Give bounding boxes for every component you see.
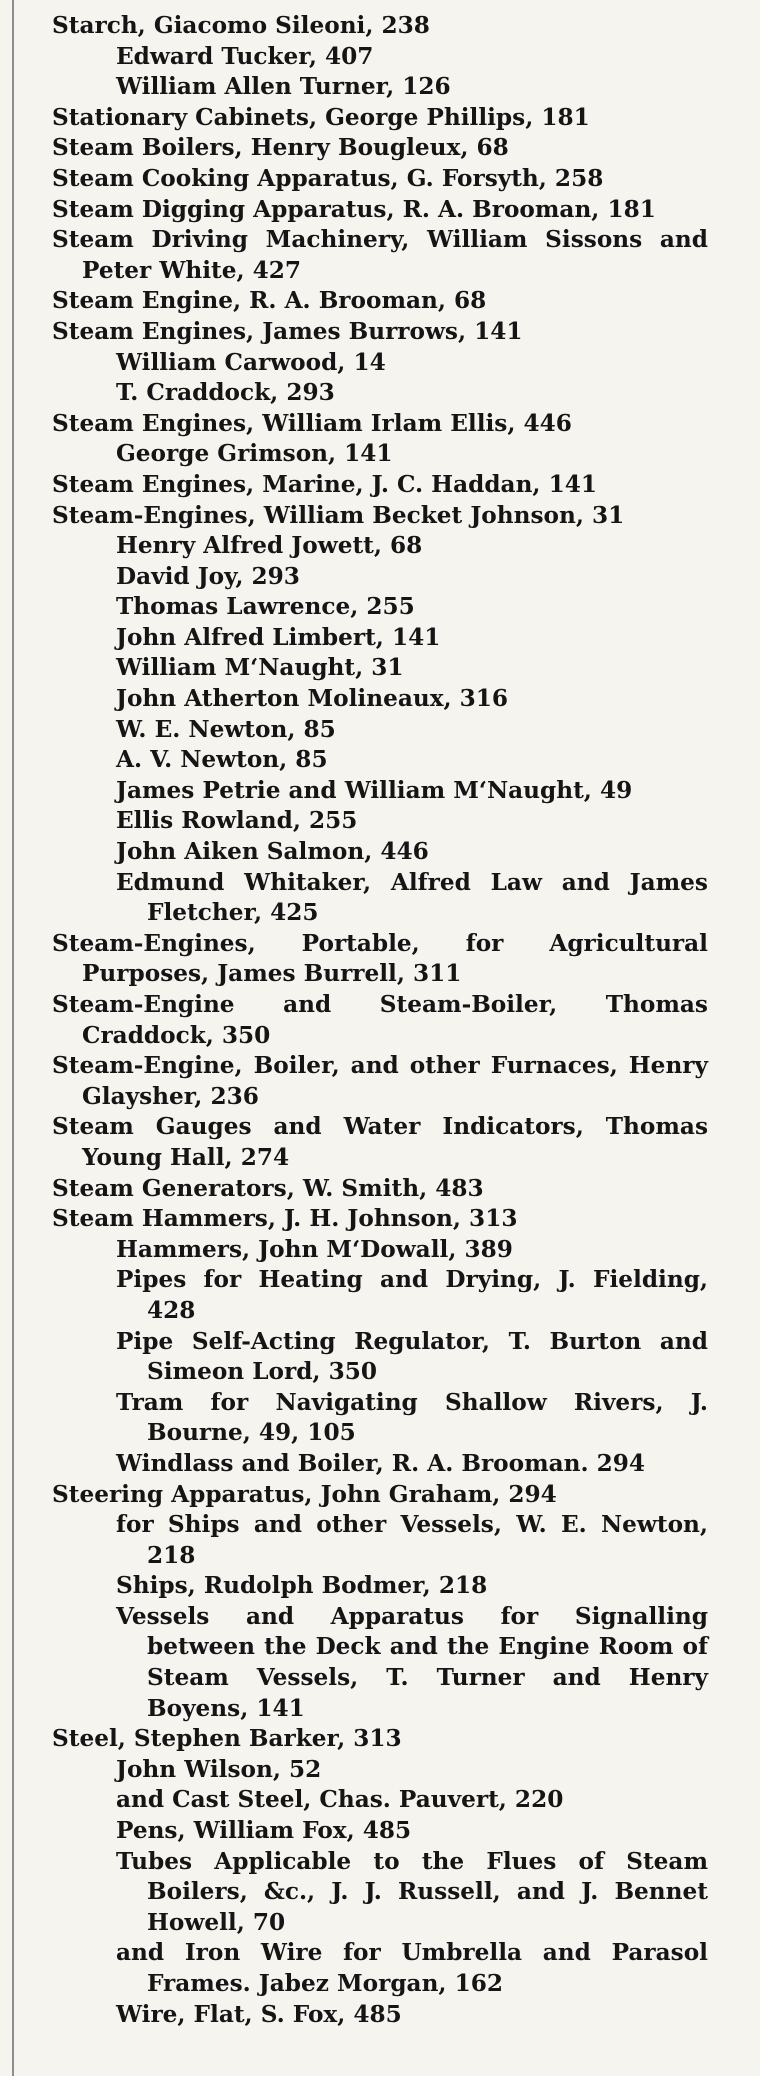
index-subentry: Windlass and Boiler, R. A. Brooman. 294 (116, 1449, 646, 1477)
index-subentry: and Iron Wire for Umbrella and Parasol Frames. Jabez Morgan, 162 (116, 1939, 708, 1997)
index-subentry: A. V. Newton, 85 (116, 746, 328, 774)
index-entry: Steam Gauges and Water Indicators, Thomas Young Hall, 274 (52, 1113, 708, 1171)
index-entry: Steering Apparatus, John Graham, 294 (52, 1480, 557, 1508)
index-entry: Starch, Giacomo Sileoni, 238 (52, 12, 430, 39)
index-subentry: William Allen Turner, 126 (116, 73, 451, 101)
index-subentry: Pipes for Heating and Drying, J. Fielding, 428 (116, 1266, 708, 1324)
index-subentry: T. Craddock, 293 (116, 379, 335, 407)
index-entry: Stationary Cabinets, George Phillips, 181 (52, 103, 590, 131)
index-subentry: Pipe Self-Acting Regulator, T. Burton and Simeon Lord, 350 (116, 1327, 708, 1386)
index-subentry: Edmund Whitaker, Alfred Law and James Fletcher, 425 (116, 868, 708, 927)
index-subentry: Tubes Applicable to the Flues of Steam Boilers, &c., J. J. Russell, and J. Bennet Howell, 70 (116, 1847, 708, 1936)
index-subentry: and Cast Steel, Chas. Pauvert, 220 (116, 1786, 564, 1814)
index-subentry: Ships, Rudolph Bodmer, 218 (116, 1572, 488, 1600)
index-subentry: William M‘Naught, 31 (116, 654, 404, 682)
index-entry: Steam Generators, W. Smith, 483 (52, 1174, 484, 1202)
index-subentry: John Atherton Molineaux, 316 (116, 685, 509, 713)
index-subentry: James Petrie and William M‘Naught, 49 (116, 776, 633, 804)
index-subentry: John Alfred Limbert, 141 (116, 623, 441, 651)
index-entry: Steam Engine, R. A. Brooman, 68 (52, 287, 487, 315)
index-entry: Steam-Engines, Portable, for Agricultural Purposes, James Burrell, 311 (52, 929, 708, 988)
index-subentry: Hammers, John M‘Dowall, 389 (116, 1235, 513, 1263)
index-entry: Steam Digging Apparatus, R. A. Brooman, 181 (52, 195, 656, 223)
index-subentry: Thomas Lawrence, 255 (116, 593, 415, 621)
index-subentry: John Wilson, 52 (116, 1755, 322, 1783)
index-entry: Steam-Engines, William Becket Johnson, 31 (52, 501, 625, 529)
index-subentry: for Ships and other Vessels, W. E. Newton, 218 (116, 1511, 708, 1569)
index-subentry: W. E. Newton, 85 (116, 715, 336, 743)
index-subentry: David Joy, 293 (116, 562, 300, 590)
index-entry: Steel, Stephen Barker, 313 (52, 1725, 402, 1753)
index-entry: Steam Hammers, J. H. Johnson, 313 (52, 1205, 518, 1233)
page-edge-rule (12, 0, 14, 2076)
index-subentry: Tram for Navigating Shallow Rivers, J. Bourne, 49, 105 (116, 1388, 708, 1447)
index-subentry: George Grimson, 141 (116, 440, 393, 468)
index-entry: Steam Cooking Apparatus, G. Forsyth, 258 (52, 164, 604, 192)
index-list (52, 11, 708, 2030)
index-entry: Steam Engines, William Irlam Ellis, 446 (52, 409, 572, 437)
index-entry: Steam Engines, Marine, J. C. Haddan, 141 (52, 470, 597, 498)
index-subentry: Henry Alfred Jowett, 68 (116, 532, 423, 560)
index-subentry: Vessels and Apparatus for Signalling between the Deck and the Engine Room of Steam Vessels, T. Turner and Henry Boyens, 141 (116, 1602, 708, 1722)
index-entry: Steam Driving Machinery, William Sissons and Peter White, 427 (52, 226, 708, 284)
index-entry: Steam-Engine and Steam-Boiler, Thomas Craddock, 350 (52, 991, 708, 1049)
index-entry: Steam Engines, James Burrows, 141 (52, 317, 523, 345)
index-subentry: John Aiken Salmon, 446 (116, 838, 429, 866)
index-entry: Steam-Engine, Boiler, and other Furnaces, Henry Glaysher, 236 (52, 1052, 708, 1110)
index-subentry: Pens, William Fox, 485 (116, 1817, 412, 1845)
index-subentry: William Carwood, 14 (116, 348, 386, 376)
index-subentry: Ellis Rowland, 255 (116, 807, 358, 835)
index-subentry: Edward Tucker, 407 (116, 42, 374, 70)
index-subentry: Wire, Flat, S. Fox, 485 (116, 2000, 402, 2028)
index-entry: Steam Boilers, Henry Bougleux, 68 (52, 134, 509, 162)
